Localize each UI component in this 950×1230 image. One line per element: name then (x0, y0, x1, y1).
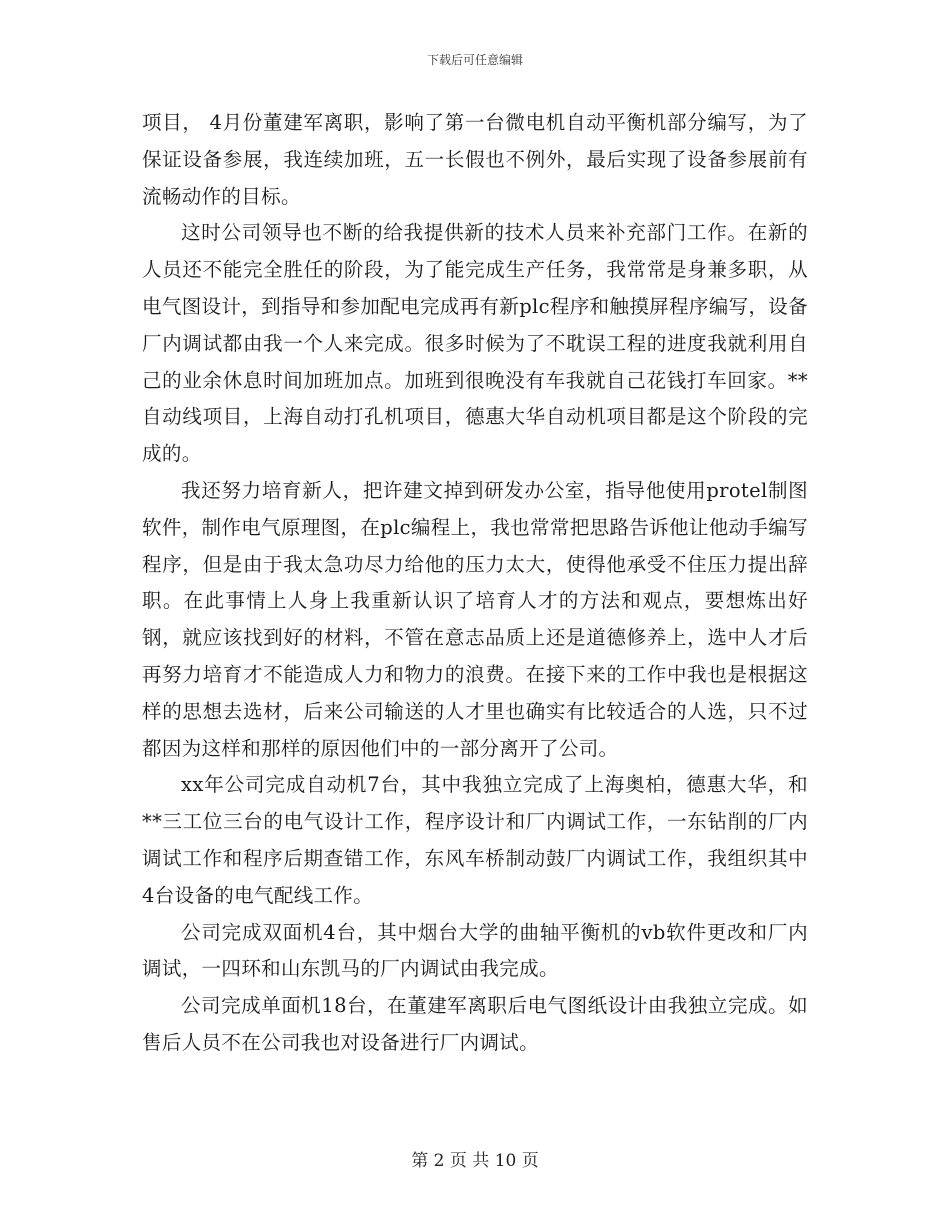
paragraph-5: 公司完成双面机4台，其中烟台大学的曲轴平衡机的vb软件更改和厂内调试，一四环和山东凯马的厂内调试由我完成。 (142, 920, 808, 981)
paragraph-4: xx年公司完成自动机7台，其中我独立完成了上海奥柏，德惠大华，和**三工位三台的电气设计工作，程序设计和厂内调试工作，一东钻削的厂内调试工作和程序后期查错工作，东风车桥制动鼓厂内调试工作，我组织其中4台设备的电气配线工作。 (142, 773, 808, 907)
paragraph-3: 我还努力培育新人，把许建文掉到研发办公室，指导他使用protel制图软件，制作电气原理图，在plc编程上，我也常常把思路告诉他让他动手编写程序，但是由于我太急功尽力给他的压力太大，使得他承受不住压力提出辞职。在此事情上人身上我重新认识了培育人才的方法和观点，要想炼出好钢，就应该找到好的材料，不管在意志品质上还是道德修养上，选中人才后再努力培育才不能造成人力和物力的浪费。在接下来的工作中我也是根据这样的思想去选材，后来公司输送的人才里也确实有比较适合的人选，只不过都因为这样和那样的原因他们中的一部分离开了公司。 (142, 478, 808, 760)
paragraph-2: 这时公司领导也不断的给我提供新的技术人员来补充部门工作。在新的人员还不能完全胜任的阶段，为了能完成生产任务，我常常是身兼多职，从电气图设计，到指导和参加配电完成再有新plc程序和触摸屏程序编写，设备厂内调试都由我一个人来完成。很多时候为了不耽误工程的进度我就利用自己的业余休息时间加班加点。加班到很晚没有车我就自己花钱打车回家。**自动线项目，上海自动打孔机项目，德惠大华自动机项目都是这个阶段的完成的。 (142, 221, 808, 466)
page-header: 下载后可任意编辑 (426, 53, 523, 67)
page-number-footer: 第 2 页 共 10 页 (411, 1151, 539, 1171)
paragraph-1: 项目， 4月份董建军离职，影响了第一台微电机自动平衡机部分编写，为了保证设备参展，我连续加班，五一长假也不例外，最后实现了设备参展前有流畅动作的目标。 (142, 111, 808, 208)
document-body (142, 105, 808, 1062)
paragraph-6: 公司完成单面机18台，在董建军离职后电气图纸设计由我独立完成。如售后人员不在公司我也对设备进行厂内调试。 (142, 994, 808, 1054)
